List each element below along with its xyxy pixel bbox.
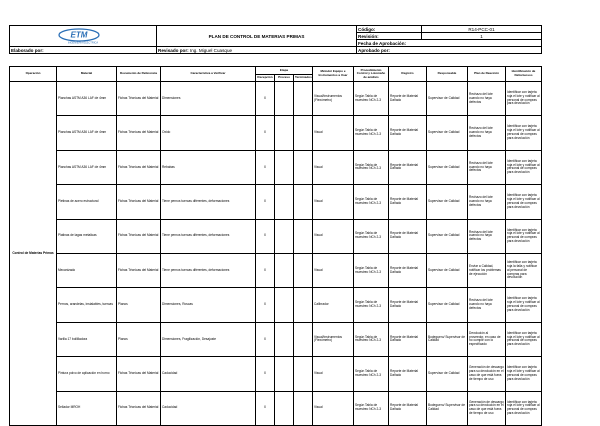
material-cell: Planchas ASTM A36 LAF de 4mm [57, 82, 117, 116]
defect-identification-cell: Identificar con tarjeta roja el lote y notificar al personal de compras para devolución [506, 82, 542, 116]
col-finished: Terminados [294, 75, 313, 82]
procedure-cell: Según Tabla de muestreo NCh 2-3 [354, 357, 389, 391]
reaction-plan-cell: Rechazo del lote cuando no haya defectos [468, 288, 506, 322]
revision-value: 1 [422, 33, 542, 40]
finished-mark [294, 219, 313, 253]
defect-identification-cell: Identificar con tarjeta roja el lote y notificar al personal de compras para devolución [506, 116, 542, 150]
reference-document-cell: Planos [117, 322, 161, 356]
reviewed-by-value: Ing. Miguel Cuasque [189, 47, 233, 53]
reaction-plan-cell: Enviar a Calidad, notificar los problemas de ejecución [468, 253, 506, 287]
responsible-cell: Supervisor de Calidad [427, 357, 468, 391]
defect-identification-cell: Identificar con tarjeta roja el lote y notificar al personal de compras para devolución [506, 288, 542, 322]
characteristic-cell: Dimensiones, Fragilización, Desajuste [161, 322, 256, 356]
process-mark [275, 357, 294, 391]
process-mark [275, 219, 294, 253]
defect-identification-cell: Identificar con tarjeta roja el lote y notificar al personal de compras para devolución [506, 357, 542, 391]
operation-cell: Control de Materias Primas [10, 82, 57, 426]
characteristic-cell: Caducidad [161, 391, 256, 425]
finished-mark [294, 288, 313, 322]
approved-by-label: Aprobado por: [357, 47, 542, 54]
defect-identification-cell: Identificar con tarjeta roja el lote y notificar al personal de compras para devolución [506, 219, 542, 253]
process-mark [275, 116, 294, 150]
revision-label: Revisión: [357, 33, 422, 40]
responsible-cell: Supervisor de Calidad [427, 82, 468, 116]
characteristic-cell: Dimensiones, Roscas [161, 288, 256, 322]
characteristic-cell: Rebabas [161, 150, 256, 184]
col-characteristic: Característica a Verificar [161, 67, 256, 82]
material-cell: Planchas ASTM A36 LAF de 4mm [57, 150, 117, 184]
col-method: Método/ Equipo e Instrumentos a Usar [313, 67, 354, 82]
process-mark [275, 82, 294, 116]
process-mark [275, 253, 294, 287]
record-cell: Reporte de Material Dañado [389, 116, 427, 150]
reviewed-by-label: Revisado por: [158, 47, 189, 53]
process-mark [275, 322, 294, 356]
record-cell: Reporte de Material Dañado [389, 322, 427, 356]
process-mark [275, 185, 294, 219]
table-row [10, 116, 542, 150]
responsible-cell: Supervisor de Calidad [427, 253, 468, 287]
reference-document-cell: Fichas Técnicas del Material [117, 82, 161, 116]
reception-mark: X [256, 357, 275, 391]
material-cell: Platinas de lagas metalicas [57, 219, 117, 253]
finished-mark [294, 391, 313, 425]
reference-document-cell: Fichas Técnicas del Material [117, 185, 161, 219]
reception-mark: X [256, 219, 275, 253]
reception-mark: X [256, 253, 275, 287]
process-mark [275, 288, 294, 322]
characteristic-cell: Oxido [161, 116, 256, 150]
finished-mark [294, 116, 313, 150]
approval-date-label: Fecha de Aprobación: [357, 40, 542, 47]
reaction-plan-cell: Generación de descargo para su devolución en el caso de que está fuera de tiempo de uso [468, 391, 506, 425]
reference-document-cell: Fichas Técnicas del Material [117, 253, 161, 287]
reaction-plan-cell: Rechazo del lote cuando no haya defectos [468, 219, 506, 253]
finished-mark [294, 150, 313, 184]
logo-subtitle: INGENIERIA ELECTRICA [67, 41, 99, 44]
method-cell: Visual/Instrumentos (Flexómetro) [313, 322, 354, 356]
finished-mark [294, 322, 313, 356]
process-mark [275, 391, 294, 425]
code-label: Código: [357, 26, 422, 33]
finished-mark [294, 357, 313, 391]
responsible-cell: Supervisor de Calidad [427, 150, 468, 184]
reception-mark: X [256, 288, 275, 322]
reference-document-cell: Fichas Técnicas del Material [117, 116, 161, 150]
col-procedure: Procedimiento Control y Lotomaño de análisis [354, 67, 389, 82]
reference-document-cell: Fichas Técnicas del Material [117, 150, 161, 184]
material-cell: Varilla 17 bollilladora [57, 322, 117, 356]
record-cell: Reporte de Material Dañado [389, 253, 427, 287]
finished-mark [294, 185, 313, 219]
reference-document-cell: Fichas Técnicas del Material [117, 391, 161, 425]
record-cell: Reporte de Material Dañado [389, 219, 427, 253]
procedure-cell: Según Tabla de muestreo NCh 2-3 [354, 116, 389, 150]
method-cell: Visual [313, 116, 354, 150]
method-cell: Visual [313, 219, 354, 253]
method-cell: Visual [313, 357, 354, 391]
col-stage: Etapa [256, 67, 313, 75]
procedure-cell: Según Tabla de muestreo NCh 2-3 [354, 82, 389, 116]
logo-cell [10, 26, 157, 47]
method-cell: Calibrador [313, 288, 354, 322]
characteristic-cell: Caducidad [161, 357, 256, 391]
reception-mark: X [256, 116, 275, 150]
material-cell: Pernos, arandelas, instalables, tuercas [57, 288, 117, 322]
table-row [10, 150, 542, 184]
col-responsible: Responsable [427, 67, 468, 82]
table-row [10, 82, 542, 116]
procedure-cell: Según Tabla de muestreo NCh 2-3 [354, 322, 389, 356]
table-row [10, 219, 542, 253]
method-cell: Visual [313, 391, 354, 425]
responsible-cell: Bodeguero/ Supervisor de Calidad [427, 322, 468, 356]
prepared-by-label: Elaborado por: [10, 47, 157, 54]
record-cell: Reporte de Material Dañado [389, 288, 427, 322]
reaction-plan-cell: Rechazo del lote cuando no haya defectos [468, 82, 506, 116]
reception-mark: X [256, 322, 275, 356]
reaction-plan-cell: Rechazo del lote cuando no haya defectos [468, 150, 506, 184]
reference-document-cell: Fichas Técnicas del Material [117, 219, 161, 253]
col-material: Material [57, 67, 117, 82]
procedure-cell: Según Tabla de muestreo NCh 2-3 [354, 219, 389, 253]
reception-mark: X [256, 185, 275, 219]
responsible-cell: Bodeguero/ Supervisor de Calidad [427, 391, 468, 425]
col-record: Registro [389, 67, 427, 82]
col-reference-document: Documento de Referencia [117, 67, 161, 82]
reference-document-cell: Fichas Técnicas del Material [117, 357, 161, 391]
defect-identification-cell: Identificar con tarjeta roja el lote y notificar al personal de compras para devolución [506, 322, 542, 356]
col-operation: Operación [10, 67, 57, 82]
table-row [10, 357, 542, 391]
defect-identification-cell: Identificar con tarjeta roja el lote y notificar al personal de compras para devolución [506, 150, 542, 184]
procedure-cell: Según Tabla de muestreo NCh 2-3 [354, 288, 389, 322]
company-logo [57, 28, 109, 44]
material-cell: Sellador MROH [57, 391, 117, 425]
defect-identification-cell: Identificar con tarjeta roja el lote y notificar al personal de compras para devolución [506, 185, 542, 219]
reaction-plan-cell: Rechazo del lote cuando no haya defectos [468, 116, 506, 150]
characteristic-cell: Tiene pernos tuercas diferentes, deformaciones [161, 219, 256, 253]
table-row [10, 185, 542, 219]
document-title: PLAN DE CONTROL DE MATERIAS PRIMAS [157, 26, 357, 47]
reviewed-by-cell [157, 47, 357, 54]
reaction-plan-cell: Generación de descargo para su devolución en el caso de que está fuera de tiempo de uso [468, 357, 506, 391]
method-cell: Visual [313, 253, 354, 287]
defect-identification-cell: Identificar con tarjeta roja el lote y notificar al personal de compras para devolución [506, 391, 542, 425]
characteristic-cell: Dimensiones [161, 82, 256, 116]
method-cell: Visual [313, 185, 354, 219]
procedure-cell: Según Tabla de muestreo NCh 2-3 [354, 253, 389, 287]
reception-mark: X [256, 391, 275, 425]
col-reception: Recepción [256, 75, 275, 82]
record-cell: Reporte de Material Dañado [389, 357, 427, 391]
responsible-cell: Supervisor de Calidad [427, 116, 468, 150]
material-cell: Planchas ASTM A36 LAF de 4mm [57, 116, 117, 150]
material-cell: Pletinas de acero estructural [57, 185, 117, 219]
responsible-cell: Supervisor de Calidad [427, 185, 468, 219]
method-cell: Visual [313, 150, 354, 184]
reception-mark: X [256, 150, 275, 184]
procedure-cell: Según Tabla de muestreo NCh 2-3 [354, 150, 389, 184]
characteristic-cell: Tiene pernos tuercas diferentes, deformaciones [161, 253, 256, 287]
col-defect-identification: Identificación de Defectuosos [506, 67, 542, 82]
defect-identification-cell: Identificar con tarjeta roja la falla y notificar al personal de compras para devolución [506, 253, 542, 287]
table-row [10, 391, 542, 425]
reception-mark: X [256, 82, 275, 116]
logo-text: ETM [70, 30, 88, 40]
responsible-cell: Supervisor de Calidad [427, 219, 468, 253]
responsible-cell: Supervisor de Calidad [427, 288, 468, 322]
code-value: R14-PCC-01 [422, 26, 542, 33]
col-reaction-plan: Plan de Reacción [468, 67, 506, 82]
table-row [10, 288, 542, 322]
reference-document-cell: Planos [117, 288, 161, 322]
record-cell: Reporte de Material Dañado [389, 150, 427, 184]
finished-mark [294, 253, 313, 287]
control-plan-sheet [9, 25, 541, 426]
record-cell: Reporte de Material Dañado [389, 82, 427, 116]
header-table [9, 25, 542, 54]
procedure-cell: Según Tabla de muestreo NCh 2-3 [354, 185, 389, 219]
process-mark [275, 150, 294, 184]
control-plan-table [9, 66, 542, 426]
method-cell: Visual/Instrumentos (Flexómetro) [313, 82, 354, 116]
finished-mark [294, 82, 313, 116]
procedure-cell: Según Tabla de muestreo NCh 2-3 [354, 391, 389, 425]
characteristic-cell: Tiene pernos tuercas diferentes, deformaciones [161, 185, 256, 219]
record-cell: Reporte de Material Dañado [389, 391, 427, 425]
material-cell: Mecanizado [57, 253, 117, 287]
reaction-plan-cell: Devolución al proveedor, en caso de no cumplir con lo especificado [468, 322, 506, 356]
table-row [10, 322, 542, 356]
col-process: Proceso [275, 75, 294, 82]
material-cell: Pintura polvo de aplicación en horno [57, 357, 117, 391]
record-cell: Reporte de Material Dañado [389, 185, 427, 219]
table-row [10, 253, 542, 287]
reaction-plan-cell: Rechazo del lote cuando no haya defectos [468, 185, 506, 219]
